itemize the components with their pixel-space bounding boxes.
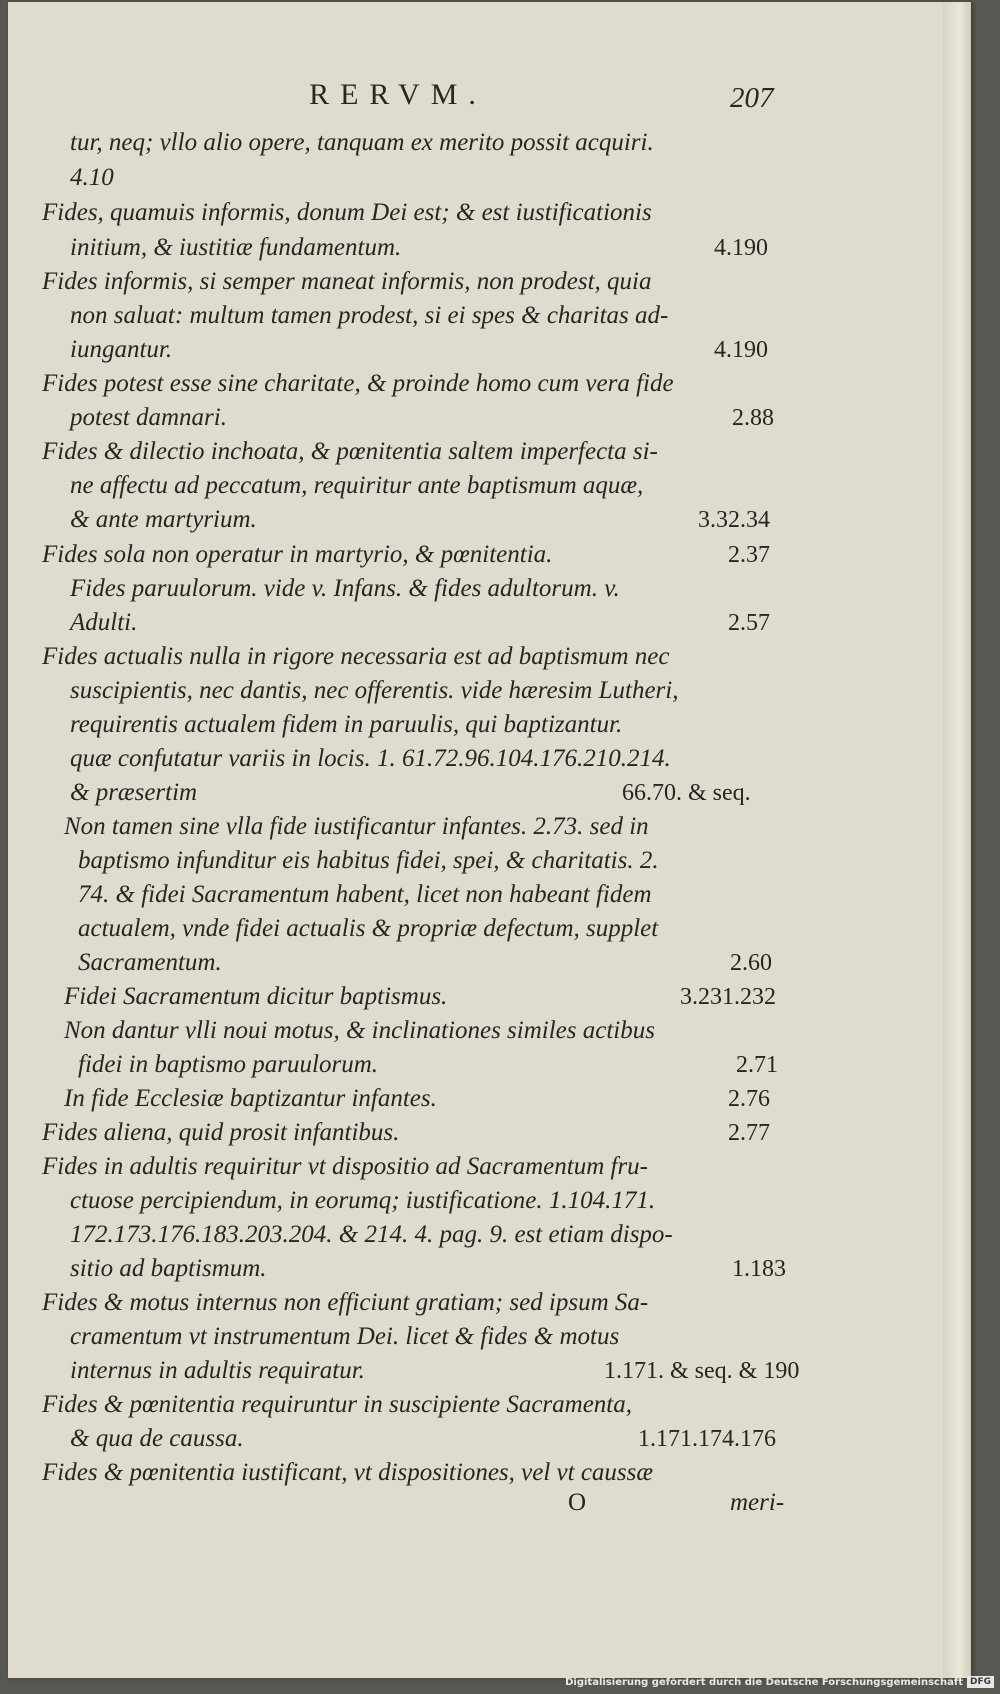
page-reference: 66.70. & seq. [622,780,751,806]
index-line: suscipientis, nec dantis, nec offerentis. vide hæresim Lutheri, [70,677,679,704]
index-line: potest damnari. [70,404,227,431]
page-reference: 4.190 [714,235,768,261]
page-reference: 2.76 [728,1086,770,1112]
catchword: meri- [730,1489,785,1516]
index-line: Non tamen sine vlla fide iustificantur infantes. 2.73. sed in [64,813,649,840]
index-entries [8,2,971,1678]
index-line: sitio ad baptismum. [70,1255,267,1282]
index-line: baptismo infunditur eis habitus fidei, spei, & charitatis. 2. [78,847,659,874]
page-reference: 2.71 [736,1052,778,1078]
index-line: internus in adultis requiratur. [70,1357,365,1384]
index-line: Sacramentum. [78,949,222,976]
dfg-logo-icon: DFG [967,1676,994,1688]
index-line: quæ confutatur variis in locis. 1. 61.72.96.104.176.210.214. [70,745,671,772]
index-line: Fides potest esse sine charitate, & proinde homo cum vera fide [42,370,674,397]
page-reference: 3.231.232 [680,984,776,1010]
index-line: Fides & pœnitentia iustificant, vt dispositiones, vel vt caussæ [42,1459,654,1486]
index-line: & qua de caussa. [70,1425,244,1452]
index-line: Fides in adultis requiritur vt dispositio ad Sacramentum fru- [42,1153,649,1180]
index-line: Fides, quamuis informis, donum Dei est; & est iustificationis [42,199,652,226]
book-page [8,2,971,1678]
index-line: Fides actualis nulla in rigore necessaria est ad baptismum nec [42,643,670,670]
index-line: ne affectu ad peccatum, requiritur ante baptismum aquæ, [70,472,644,499]
index-line: requirentis actualem fidem in paruulis, qui baptizantur. [70,711,623,738]
running-head: RERVM. [309,78,487,111]
index-line: initium, & iustitiæ fundamentum. [70,234,402,261]
index-line: Fides paruulorum. vide v. Infans. & fides adultorum. v. [70,575,620,602]
index-line: iungantur. [70,336,173,363]
page-reference: 2.77 [728,1120,770,1146]
index-line: & ante martyrium. [70,506,257,533]
page-reference: 1.171. & seq. & 190 [604,1358,800,1384]
page-reference: 2.60 [730,950,772,976]
index-line: tur, neq; vllo alio opere, tanquam ex merito possit acquiri. [70,129,654,156]
page-reference: 2.37 [728,542,770,568]
index-line: actualem, vnde fidei actualis & propriæ defectum, supplet [78,915,659,942]
index-line: In fide Ecclesiæ baptizantur infantes. [64,1085,437,1112]
index-line: Fides sola non operatur in martyrio, & pœnitentia. [42,541,553,568]
page-reference: 4.190 [714,337,768,363]
footer-credit: Digitalisierung gefördert durch die Deutsche Forschungsgemeinschaft [565,1676,963,1688]
index-line: Non dantur vlli noui motus, & inclinationes similes actibus [64,1017,655,1044]
page-reference: 1.171.174.176 [638,1426,776,1452]
index-line: Fides & pœnitentia requiruntur in suscipiente Sacramenta, [42,1391,632,1418]
index-line: 74. & fidei Sacramentum habent, licet non habeant fidem [78,881,652,908]
index-line: 4.10 [70,164,114,191]
page-reference: 2.88 [732,405,774,431]
index-line: Adulti. [70,609,138,636]
index-line: & præsertim [70,779,198,806]
page-reference: 3.32.34 [698,507,770,533]
index-line: Fides aliena, quid prosit infantibus. [42,1119,400,1146]
page-reference: 1.183 [732,1256,786,1282]
digitization-footer [565,1674,994,1690]
index-line: Fidei Sacramentum dicitur baptismus. [64,983,448,1010]
index-line: Fides informis, si semper maneat informis, non prodest, quia [42,268,652,295]
index-line: fidei in baptismo paruulorum. [78,1051,379,1078]
signature-mark: O [568,1489,587,1516]
index-line: Fides & motus internus non efficiunt gratiam; sed ipsum Sa- [42,1289,649,1316]
index-line: 172.173.176.183.203.204. & 214. 4. pag. 9. est etiam dispo- [70,1221,673,1248]
index-line: non saluat: multum tamen prodest, si ei spes & charitas ad- [70,302,669,329]
page-reference: 2.57 [728,610,770,636]
index-line: Fides & dilectio inchoata, & pœnitentia saltem imperfecta si- [42,438,658,465]
index-line: cramentum vt instrumentum Dei. licet & fides & motus [70,1323,620,1350]
index-line: ctuose percipiendum, in eorumq; iustificatione. 1.104.171. [70,1187,656,1214]
page-number: 207 [730,82,774,114]
